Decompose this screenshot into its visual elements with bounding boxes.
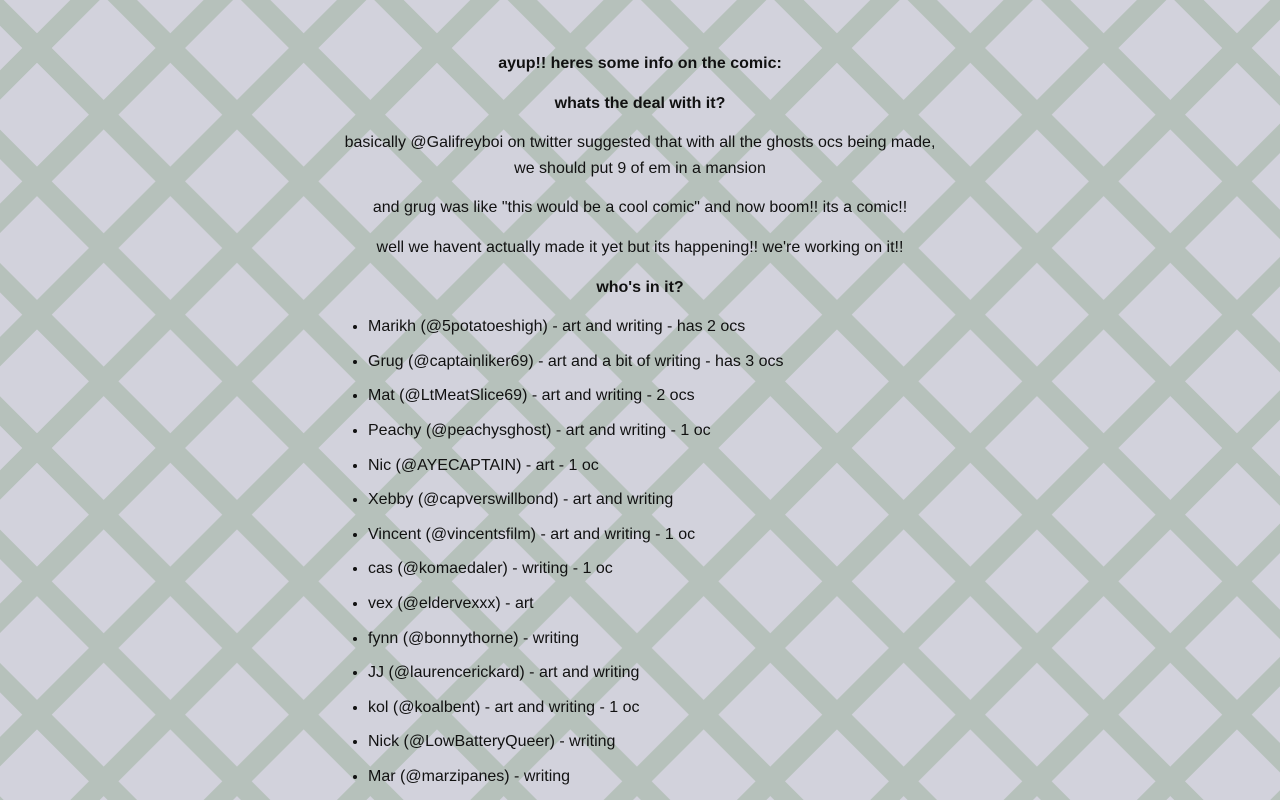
list-item-jj: • JJ (@laurencerickard) - art and writing <box>368 660 940 686</box>
paragraph-working-on-it: well we havent actually made it yet but its happening!! we're working on it!! <box>376 238 904 256</box>
list-item-peachy: • Peachy (@peachysghost) - art and writing - 1 oc <box>368 418 940 444</box>
list-item-marikh: • Marikh (@5potatoeshigh) - art and writing - has 2 ocs <box>368 314 940 340</box>
list-item-vincent: • Vincent (@vincentsfilm) - art and writing - 1 oc <box>368 522 940 548</box>
list-item-cas: • cas (@komaedaler) - writing - 1 oc <box>368 556 940 582</box>
list-item-nic: • Nic (@AYECAPTAIN) - art - 1 oc <box>368 453 940 479</box>
comic-info-content <box>340 0 940 789</box>
paragraph-now-a-comic: and grug was like "this would be a cool comic" and now boom!! its a comic!! <box>372 199 908 217</box>
members-list <box>340 314 940 789</box>
list-item-mar: • Mar (@marzipanes) - writing <box>368 764 940 790</box>
deal-heading: whats the deal with it? <box>554 94 726 112</box>
intro-heading: ayup!! heres some info on the comic: <box>498 55 782 72</box>
list-item-nick: • Nick (@LowBatteryQueer) - writing <box>368 729 940 755</box>
paragraph-suggestion: basically @Galifreyboi on twitter suggested that with all the ghosts ocs being made, we should put 9 of em in a mansion <box>344 134 936 177</box>
list-item-mat: • Mat (@LtMeatSlice69) - art and writing - 2 ocs <box>368 383 940 409</box>
list-item-kol: • kol (@koalbent) - art and writing - 1 oc <box>368 695 940 721</box>
list-item-grug: • Grug (@captainliker69) - art and a bit of writing - has 3 ocs <box>368 349 940 375</box>
list-item-fynn: • fynn (@bonnythorne) - writing <box>368 626 940 652</box>
whos-in-it-heading: who's in it? <box>596 278 684 296</box>
list-item-xebby: • Xebby (@capverswillbond) - art and writing <box>368 487 940 513</box>
list-item-vex: • vex (@eldervexxx) - art <box>368 591 940 617</box>
